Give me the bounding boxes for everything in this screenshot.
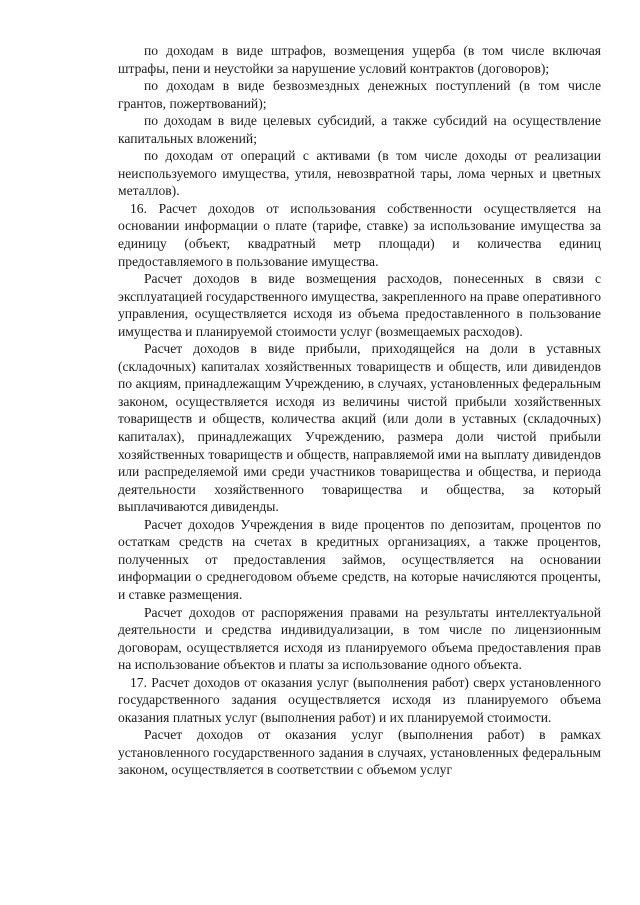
paragraph-expense-reimbursement: Расчет доходов в виде возмещения расходов, понесенных в связи с эксплуатацией государственного имущества, закрепленного на праве оперативного управления, осуществляется исходя из объема предоставленного в пользование имущества и планируемой стоимости услуг (возмещаемых расходов). (118, 271, 601, 339)
paragraph-state-assignment-services: Расчет доходов от оказания услуг (выполнения работ) в рамках установленного государственного задания в случаях, установленных федеральным законом, осуществляется в соответствии с объемом услуг (118, 727, 601, 778)
paragraph-asset-operations: по доходам от операций с активами (в том числе доходы от реализации неиспользуемого имущества, утиля, невозвратной тары, лома черных и цветных металлов). (118, 148, 601, 199)
paragraph-deposit-interest: Расчет доходов Учреждения в виде процентов по депозитам, процентов по остаткам средств на счетах в кредитных организациях, а также процентов, полученных от предоставления займов, осуществляется на основании информации о среднегодовом объеме средств, на которые начисляются проценты, и ставке размещения. (118, 516, 601, 602)
document-body (118, 42, 601, 779)
paragraph-fines: по доходам в виде штрафов, возмещения ущерба (в том числе включая штрафы, пени и неустойки за нарушение условий контрактов (договоров); (118, 43, 601, 76)
paragraph-gratuitous-receipts: по доходам в виде безвозмездных денежных поступлений (в том числе грантов, пожертвований); (118, 78, 601, 111)
paragraph-17-paid-services: 17. Расчет доходов от оказания услуг (выполнения работ) сверх установленного государственного задания осуществляется исходя из планируемого объема оказания платных услуг (выполнения работ) и их планируемой стоимости. (118, 674, 601, 725)
paragraph-16-property-income: 16. Расчет доходов от использования собственности осуществляется на основании информации о плате (тарифе, ставке) за использование имущества за единицу (объект, квадратный метр площади) и количества единиц предоставляемого в пользование имущества. (118, 200, 601, 269)
paragraph-intellectual-property: Расчет доходов от распоряжения правами на результаты интеллектуальной деятельности и средства индивидуализации, в том числе по лицензионным договорам, осуществляется исходя из планируемого объема предоставления прав на использование объектов и платы за использование одного объекта. (118, 604, 601, 673)
paragraph-target-subsidies: по доходам в виде целевых субсидий, а также субсидий на осуществление капитальных вложений; (118, 113, 601, 146)
paragraph-dividends: Расчет доходов в виде прибыли, приходящейся на доли в уставных (складочных) капиталах хозяйственных товариществ и обществ, или дивидендов по акциям, принадлежащим Учреждению, в случаях, установленных федеральным законом, осуществляется исходя из величины чистой прибыли хозяйственных товариществ и обществ, количества акций (или доли в уставных (складочных) капиталах), принадлежащих Учреждению, размера доли чистой прибыли хозяйственных товариществ и обществ, направляемой ими на выплату дивидендов или распределяемой ими среди участников товарищества и общества, и периода деятельности хозяйственного товарищества и общества, за который выплачиваются дивиденды. (118, 341, 601, 515)
